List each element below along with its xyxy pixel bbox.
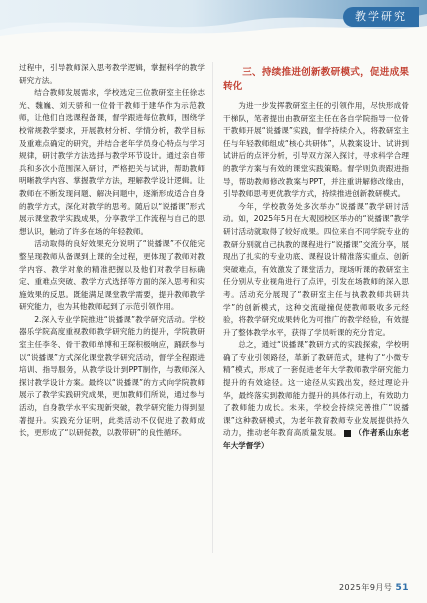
section-heading: 三、持续推进创新教研模式，促进成果转化 <box>223 67 409 92</box>
column-divider <box>212 62 213 553</box>
end-mark-icon <box>344 430 351 437</box>
issue-date: 2025年9月号 <box>338 583 393 592</box>
body-paragraph: 过程中，引导教师深入思考教学逻辑，掌握科学的教学研究方法。 <box>19 63 205 85</box>
left-column <box>19 62 205 553</box>
right-column <box>223 62 409 553</box>
body-paragraph <box>223 100 409 201</box>
paragraph-text: 总之，通过“说播课”教研方式的实践探索，学校明确了专业引领路径，革新了教研范式，建构了“小微专精”模式，形成了一套促进老年大学教师教学研究能力提升的有效途径。这一途径从实践出发，经过理论升华，最终落实到教师能力提升的具体行动上，有效助力了教师能力成长。未来，学校会持续完善推广“说播课”这种教研模式，为老年教育教师专业发展提供持久动力，推动老年教育高质量发展。 <box>223 340 409 438</box>
section-tag: 教学研究 <box>343 7 419 27</box>
body-paragraph: 2.深入专业学院推进“说播课”教学研究活动。学校器乐学院高度重视教师教学研究能力的提升，学院教研室主任李冬、骨干教师单博和王琛积极响应，踊跃参与以“说播课”方式深化课堂教学研究活动，督学全程跟进培训、指导服务，从教学设计到PPT制作，与教师深入探讨教学设计方案。最终以“说播课”的方式向学院教师展示了教学实践研究成果，更加教师们所说，通过参与活动，自身教学水平实现新突破，教学研究能力得到显著提升。实践充分证明，此类活动不仅促进了教师成长，更形成了“以研促教，以教带研”的良性循环。 <box>19 314 205 438</box>
body-paragraph: 结合教师发展需求，学校选定三位教研室主任徐志光、魏巍、刘天骄和一位骨干教师于建华作为示范教师，让他们自选课程备课，督学跟进每位教师，围绕学校常规教学要求，开展教材分析、学情分析，教学目标及重难点确定的研究，并结合老年学员身心特点与学习规律，研讨教学方法选择与教学环节设计。通过亲自带兵和多次小范围深入研讨，严格把关与试讲，帮助教师明晰教学内容、掌握教学方法，理解教学设计逻辑。让教师在不断发现问题、解决问题中，逐渐形成适合自身的教学方式，深化对教学的思考。随后以“说播课”形式展示课堂教学实践成果，分享教学工作流程与自己的思想认识，触动了许多在场的年轻教师。 <box>19 88 205 236</box>
page-number: 51 <box>395 583 409 593</box>
body-paragraph: 活动取得的良好效果充分说明了“说播课”不仅能完整呈现教师从备课到上课的全过程，更体现了教师对教学内容、教学对象的精准把握以及他们对教学目标确定、重难点突破、教学方式选择等方面的深入思考和实施效果的反思。既能满足课堂教学需要，提升教师教学研究能力，也为其他教师起到了示范引领作用。 <box>19 239 205 312</box>
author-note: （作者系山东老年大学督学） <box>223 428 409 451</box>
paragraph-text: 今年，学校教务处多次举办“说播课”教学研讨活动。如，2025年5月在大观园校区举办的“说播课”教学研讨活动就取得了较好成果。四位来自不同学院专业的教研分别就自己执教的课程进行“说播课”交流分享，展现出了扎实的专业功底、课程设计精准落实重点、创新突破难点，有效激发了课堂活力，现场听课的教研室主任分别从专业视角进行了点评，引发在场教师的深入思考。活动充分展现了“教研室主任与执教教师共研共学”的创新模式，这种交流碰撞促使教师吸收多元经验，将教学研究成果转化为可推广的教学经验，有效提升了整体教学水平，获得了学员听课的充分肯定。 <box>223 201 409 337</box>
body-paragraph <box>223 339 409 452</box>
paragraph-text: 为进一步发挥教研室主任的引领作用，尽快形成骨干梯队，笔者提出由教研室主任在各自学院指导一位骨干教师开展“说播课”实践，督学持续介入，将教研室主任与年轻教师组成“核心共研体”，从教案设计、试讲到试讲后的点评分析，引导双方深入探讨，寻求科学合理的教学方案与有效的课堂实践策略。督学则负责跟进指导，帮助教师修改教案与PPT，并注重讲解修改缘由，引导教师思考更优教学方式，持续推进创新教研模式。 <box>223 101 409 199</box>
body-paragraph <box>223 201 409 340</box>
header-band <box>0 0 427 40</box>
page-footer <box>339 582 409 593</box>
